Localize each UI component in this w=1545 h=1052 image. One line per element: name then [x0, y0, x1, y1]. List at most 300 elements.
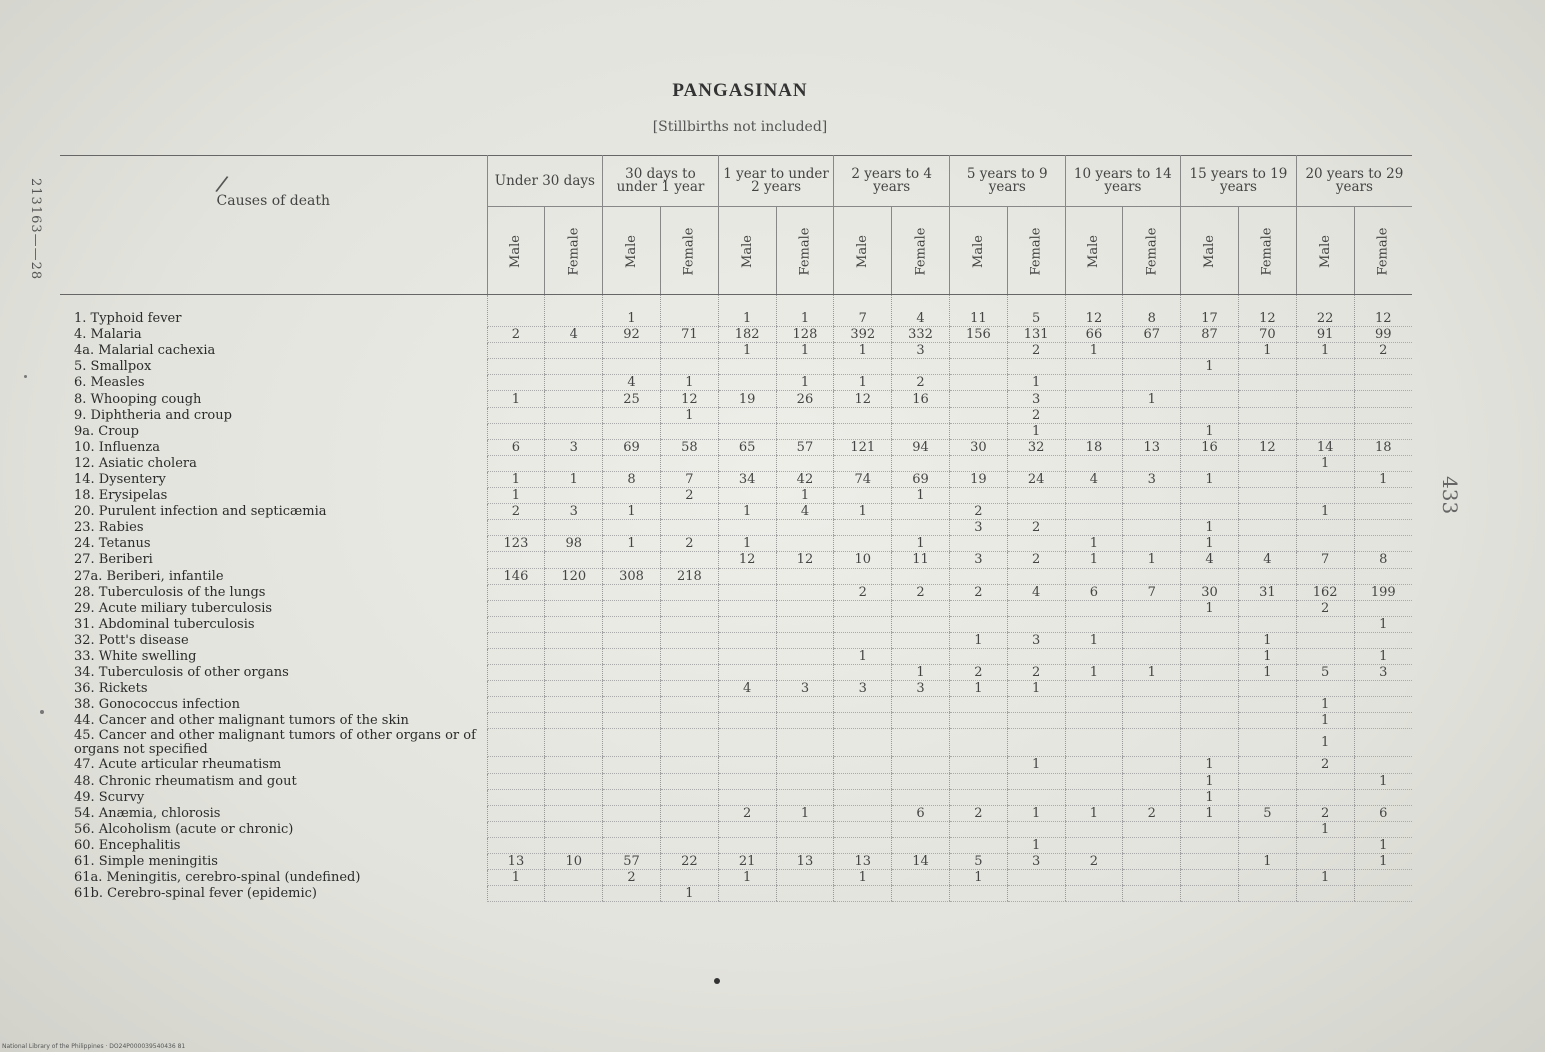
- table-row: [60, 295, 1412, 327]
- value-cell: [545, 681, 603, 697]
- ink-spot: [24, 375, 27, 378]
- value-cell: 71: [660, 327, 718, 343]
- value-cell: [660, 870, 718, 886]
- cause-cell: 28. Tuberculosis of the lungs: [74, 584, 266, 600]
- value-cell: [660, 455, 718, 471]
- value-cell: [487, 665, 545, 681]
- value-cell: [776, 568, 834, 584]
- value-cell: [660, 504, 718, 520]
- value-cell: [1296, 391, 1354, 407]
- value-cell: [660, 632, 718, 648]
- ink-spot: [714, 978, 720, 984]
- value-cell: 87: [1181, 327, 1239, 343]
- value-cell: 30: [1181, 584, 1239, 600]
- value-cell: 1: [1181, 773, 1239, 789]
- value-cell: 6: [892, 805, 950, 821]
- value-cell: 42: [776, 471, 834, 487]
- cause-cell: 9a. Croup: [74, 423, 139, 439]
- cause-cell: 61a. Meningitis, cerebro-spinal (undefined): [74, 870, 361, 886]
- value-cell: 1: [1238, 632, 1296, 648]
- value-cell: [1354, 632, 1412, 648]
- value-cell: [1007, 886, 1065, 902]
- value-cell: [487, 375, 545, 391]
- value-cell: [1123, 713, 1181, 729]
- value-cell: 2: [1296, 805, 1354, 821]
- value-cell: 1: [603, 504, 661, 520]
- value-cell: 123: [487, 536, 545, 552]
- value-cell: [1354, 488, 1412, 504]
- value-cell: [603, 757, 661, 773]
- value-cell: [776, 600, 834, 616]
- value-cell: [1123, 757, 1181, 773]
- value-cell: [1123, 568, 1181, 584]
- value-cell: [1354, 504, 1412, 520]
- value-cell: [1065, 488, 1123, 504]
- value-cell: [949, 407, 1007, 423]
- table-row: [60, 455, 1412, 471]
- cause-cell: 23. Rabies: [74, 520, 144, 536]
- value-cell: [1238, 789, 1296, 805]
- value-cell: [660, 616, 718, 632]
- value-cell: [1181, 616, 1239, 632]
- value-cell: 17: [1181, 295, 1239, 327]
- value-cell: [1123, 870, 1181, 886]
- value-cell: [1238, 488, 1296, 504]
- value-cell: [1007, 488, 1065, 504]
- value-cell: [1354, 536, 1412, 552]
- value-cell: [776, 729, 834, 757]
- value-cell: 2: [1354, 343, 1412, 359]
- value-cell: [1123, 681, 1181, 697]
- value-cell: [834, 423, 892, 439]
- value-cell: 1: [1065, 536, 1123, 552]
- value-cell: 12: [660, 391, 718, 407]
- value-cell: 3: [545, 504, 603, 520]
- table-row: [60, 648, 1412, 664]
- value-cell: 1: [1296, 343, 1354, 359]
- value-cell: [660, 600, 718, 616]
- value-cell: 1: [1065, 343, 1123, 359]
- cause-cell: 1. Typhoid fever: [74, 311, 182, 327]
- table-row: [60, 471, 1412, 487]
- value-cell: [892, 870, 950, 886]
- value-cell: [1007, 821, 1065, 837]
- value-cell: [545, 886, 603, 902]
- value-cell: 12: [834, 391, 892, 407]
- value-cell: 22: [1296, 295, 1354, 327]
- value-cell: [1181, 455, 1239, 471]
- value-cell: [718, 632, 776, 648]
- value-cell: [718, 837, 776, 853]
- value-cell: 13: [776, 854, 834, 870]
- value-cell: 1: [603, 536, 661, 552]
- value-cell: [1354, 600, 1412, 616]
- value-cell: [1181, 886, 1239, 902]
- value-cell: [776, 520, 834, 536]
- cause-cell: 29. Acute miliary tuberculosis: [74, 600, 273, 616]
- table-row: [60, 343, 1412, 359]
- value-cell: [1296, 536, 1354, 552]
- value-cell: 218: [660, 568, 718, 584]
- value-cell: [1238, 757, 1296, 773]
- value-cell: [718, 520, 776, 536]
- value-cell: [1238, 520, 1296, 536]
- value-cell: 1: [603, 295, 661, 327]
- cause-cell: 31. Abdominal tuberculosis: [74, 616, 255, 632]
- value-cell: 1: [1296, 729, 1354, 757]
- value-cell: [1123, 407, 1181, 423]
- value-cell: [718, 407, 776, 423]
- value-cell: [1065, 359, 1123, 375]
- value-cell: 1: [1065, 665, 1123, 681]
- value-cell: [545, 359, 603, 375]
- value-cell: 2: [1296, 757, 1354, 773]
- value-cell: 1: [487, 471, 545, 487]
- value-cell: [603, 697, 661, 713]
- cause-cell: 20. Purulent infection and septicæmia: [74, 504, 327, 520]
- value-cell: [1123, 648, 1181, 664]
- value-cell: [1065, 423, 1123, 439]
- value-cell: [660, 729, 718, 757]
- value-cell: 4: [1065, 471, 1123, 487]
- value-cell: [487, 343, 545, 359]
- value-cell: [949, 616, 1007, 632]
- value-cell: [1007, 600, 1065, 616]
- value-cell: 99: [1354, 327, 1412, 343]
- value-cell: [1296, 423, 1354, 439]
- table-row: [60, 632, 1412, 648]
- value-cell: [545, 343, 603, 359]
- value-cell: 2: [949, 504, 1007, 520]
- value-cell: [1238, 455, 1296, 471]
- value-cell: [776, 837, 834, 853]
- value-cell: 1: [949, 681, 1007, 697]
- value-cell: [1238, 773, 1296, 789]
- value-cell: 16: [892, 391, 950, 407]
- value-cell: 1: [718, 343, 776, 359]
- value-cell: 98: [545, 536, 603, 552]
- value-cell: [1354, 697, 1412, 713]
- value-cell: [545, 773, 603, 789]
- value-cell: [834, 886, 892, 902]
- value-cell: [718, 423, 776, 439]
- value-cell: [892, 504, 950, 520]
- value-cell: [1007, 536, 1065, 552]
- value-cell: 57: [603, 854, 661, 870]
- value-cell: [1238, 729, 1296, 757]
- value-cell: [545, 805, 603, 821]
- value-cell: [1065, 391, 1123, 407]
- cause-cell: 56. Alcoholism (acute or chronic): [74, 821, 294, 837]
- value-cell: [1181, 854, 1239, 870]
- value-cell: [1065, 520, 1123, 536]
- cause-cell: 8. Whooping cough: [74, 391, 202, 407]
- value-cell: [776, 757, 834, 773]
- value-cell: [776, 423, 834, 439]
- value-cell: [834, 805, 892, 821]
- value-cell: [892, 837, 950, 853]
- ink-spot: [40, 710, 44, 714]
- value-cell: [660, 552, 718, 568]
- value-cell: [1065, 870, 1123, 886]
- value-cell: [603, 665, 661, 681]
- value-cell: 3: [949, 552, 1007, 568]
- cause-cell: 60. Encephalitis: [74, 837, 181, 853]
- value-cell: [949, 568, 1007, 584]
- value-cell: 24: [1007, 471, 1065, 487]
- value-cell: 5: [1238, 805, 1296, 821]
- table-row: [60, 407, 1412, 423]
- causes-header: Causes of death: [60, 156, 487, 295]
- value-cell: [834, 713, 892, 729]
- value-cell: 2: [660, 488, 718, 504]
- value-cell: 92: [603, 327, 661, 343]
- value-cell: 1: [892, 536, 950, 552]
- value-cell: 1: [834, 343, 892, 359]
- value-cell: [1238, 886, 1296, 902]
- value-cell: [1238, 423, 1296, 439]
- value-cell: [660, 584, 718, 600]
- sex-header: Male: [718, 207, 776, 295]
- value-cell: [1065, 713, 1123, 729]
- value-cell: [1007, 648, 1065, 664]
- value-cell: 19: [718, 391, 776, 407]
- value-cell: [1296, 568, 1354, 584]
- value-cell: [545, 697, 603, 713]
- value-cell: 2: [1007, 552, 1065, 568]
- value-cell: [545, 552, 603, 568]
- value-cell: [660, 665, 718, 681]
- value-cell: 156: [949, 327, 1007, 343]
- value-cell: 1: [718, 536, 776, 552]
- value-cell: [545, 648, 603, 664]
- value-cell: [949, 697, 1007, 713]
- value-cell: [603, 713, 661, 729]
- value-cell: 1: [660, 886, 718, 902]
- value-cell: 6: [487, 439, 545, 455]
- cause-cell: 48. Chronic rheumatism and gout: [74, 773, 297, 789]
- value-cell: 1: [892, 665, 950, 681]
- value-cell: [892, 648, 950, 664]
- value-cell: [603, 837, 661, 853]
- value-cell: 13: [1123, 439, 1181, 455]
- value-cell: [660, 821, 718, 837]
- value-cell: 128: [776, 327, 834, 343]
- value-cell: [1296, 616, 1354, 632]
- value-cell: [1238, 568, 1296, 584]
- value-cell: [1354, 520, 1412, 536]
- value-cell: [1354, 821, 1412, 837]
- value-cell: [487, 359, 545, 375]
- value-cell: [660, 713, 718, 729]
- value-cell: [1238, 713, 1296, 729]
- value-cell: 70: [1238, 327, 1296, 343]
- group-header: 20 years to 29 years: [1296, 156, 1412, 207]
- table-row: [60, 391, 1412, 407]
- value-cell: 1: [660, 407, 718, 423]
- value-cell: 12: [1238, 295, 1296, 327]
- value-cell: 1: [487, 391, 545, 407]
- value-cell: [718, 729, 776, 757]
- value-cell: 1: [1065, 632, 1123, 648]
- value-cell: [660, 295, 718, 327]
- value-cell: [718, 584, 776, 600]
- value-cell: 7: [1296, 552, 1354, 568]
- value-cell: 8: [1123, 295, 1181, 327]
- value-cell: 3: [545, 439, 603, 455]
- value-cell: [776, 616, 834, 632]
- sex-header: Female: [1123, 207, 1181, 295]
- value-cell: 1: [892, 488, 950, 504]
- value-cell: 2: [949, 665, 1007, 681]
- value-cell: [487, 632, 545, 648]
- value-cell: [603, 681, 661, 697]
- table-row: [60, 552, 1412, 568]
- value-cell: [1123, 729, 1181, 757]
- value-cell: 4: [1181, 552, 1239, 568]
- value-cell: 8: [1354, 552, 1412, 568]
- value-cell: 4: [776, 504, 834, 520]
- value-cell: 26: [776, 391, 834, 407]
- value-cell: [1238, 375, 1296, 391]
- table-row: [60, 375, 1412, 391]
- value-cell: 14: [892, 854, 950, 870]
- value-cell: [892, 773, 950, 789]
- value-cell: [1238, 407, 1296, 423]
- value-cell: [1123, 837, 1181, 853]
- value-cell: [545, 375, 603, 391]
- value-cell: [776, 584, 834, 600]
- page-number: 433: [1438, 476, 1462, 515]
- value-cell: [949, 773, 1007, 789]
- value-cell: 1: [1181, 600, 1239, 616]
- value-cell: [545, 870, 603, 886]
- value-cell: 1: [718, 870, 776, 886]
- table-row: [60, 439, 1412, 455]
- value-cell: [1123, 375, 1181, 391]
- value-cell: 31: [1238, 584, 1296, 600]
- value-cell: 1: [834, 375, 892, 391]
- value-cell: [1238, 391, 1296, 407]
- value-cell: [660, 789, 718, 805]
- value-cell: [1123, 343, 1181, 359]
- value-cell: [1123, 616, 1181, 632]
- page-subtitle: [Stillbirths not included]: [652, 119, 828, 135]
- value-cell: [1007, 455, 1065, 471]
- value-cell: [660, 757, 718, 773]
- value-cell: 1: [1007, 805, 1065, 821]
- value-cell: 1: [1181, 536, 1239, 552]
- value-cell: [487, 773, 545, 789]
- value-cell: [1238, 359, 1296, 375]
- value-cell: [660, 773, 718, 789]
- value-cell: [660, 423, 718, 439]
- value-cell: [834, 729, 892, 757]
- value-cell: 1: [660, 375, 718, 391]
- value-cell: [1181, 632, 1239, 648]
- value-cell: 1: [776, 488, 834, 504]
- group-header: 2 years to 4 years: [834, 156, 950, 207]
- value-cell: [1007, 713, 1065, 729]
- value-cell: [776, 359, 834, 375]
- value-cell: 199: [1354, 584, 1412, 600]
- value-cell: 1: [834, 504, 892, 520]
- value-cell: [1123, 455, 1181, 471]
- value-cell: 34: [718, 471, 776, 487]
- value-cell: [603, 455, 661, 471]
- value-cell: [834, 520, 892, 536]
- value-cell: [892, 407, 950, 423]
- value-cell: [545, 455, 603, 471]
- value-cell: [487, 886, 545, 902]
- value-cell: [718, 359, 776, 375]
- value-cell: [1181, 681, 1239, 697]
- cause-cell: 54. Anæmia, chlorosis: [74, 805, 221, 821]
- value-cell: [892, 757, 950, 773]
- value-cell: 2: [834, 584, 892, 600]
- value-cell: 2: [603, 870, 661, 886]
- value-cell: 22: [660, 854, 718, 870]
- value-cell: [1123, 886, 1181, 902]
- value-cell: [1296, 632, 1354, 648]
- value-cell: [1238, 837, 1296, 853]
- value-cell: [949, 391, 1007, 407]
- value-cell: [1354, 886, 1412, 902]
- value-cell: 1: [1181, 471, 1239, 487]
- value-cell: 1: [1354, 471, 1412, 487]
- value-cell: [545, 729, 603, 757]
- value-cell: [834, 616, 892, 632]
- value-cell: 57: [776, 439, 834, 455]
- value-cell: [718, 757, 776, 773]
- value-cell: [776, 789, 834, 805]
- value-cell: [603, 773, 661, 789]
- group-header: 5 years to 9 years: [949, 156, 1065, 207]
- value-cell: 1: [1296, 713, 1354, 729]
- value-cell: [1181, 821, 1239, 837]
- value-cell: [1123, 504, 1181, 520]
- value-cell: [1296, 648, 1354, 664]
- value-cell: [1354, 423, 1412, 439]
- group-header: 30 days to under 1 year: [603, 156, 719, 207]
- value-cell: [487, 584, 545, 600]
- table-row: [60, 681, 1412, 697]
- value-cell: [776, 632, 834, 648]
- value-cell: [545, 665, 603, 681]
- value-cell: [1123, 520, 1181, 536]
- value-cell: [1065, 568, 1123, 584]
- value-cell: 1: [718, 504, 776, 520]
- value-cell: 5: [1007, 295, 1065, 327]
- value-cell: 2: [892, 584, 950, 600]
- value-cell: [545, 295, 603, 327]
- value-cell: [1354, 789, 1412, 805]
- value-cell: [1065, 455, 1123, 471]
- table-row: [60, 757, 1412, 773]
- value-cell: [1238, 600, 1296, 616]
- value-cell: [1181, 343, 1239, 359]
- value-cell: 12: [1354, 295, 1412, 327]
- value-cell: [718, 568, 776, 584]
- sex-header: Female: [1354, 207, 1412, 295]
- cause-cell: 44. Cancer and other malignant tumors of the skin: [74, 713, 409, 729]
- sex-header: Male: [487, 207, 545, 295]
- value-cell: 1: [1238, 343, 1296, 359]
- value-cell: [1238, 821, 1296, 837]
- value-cell: [1007, 789, 1065, 805]
- value-cell: [545, 520, 603, 536]
- value-cell: 2: [1007, 343, 1065, 359]
